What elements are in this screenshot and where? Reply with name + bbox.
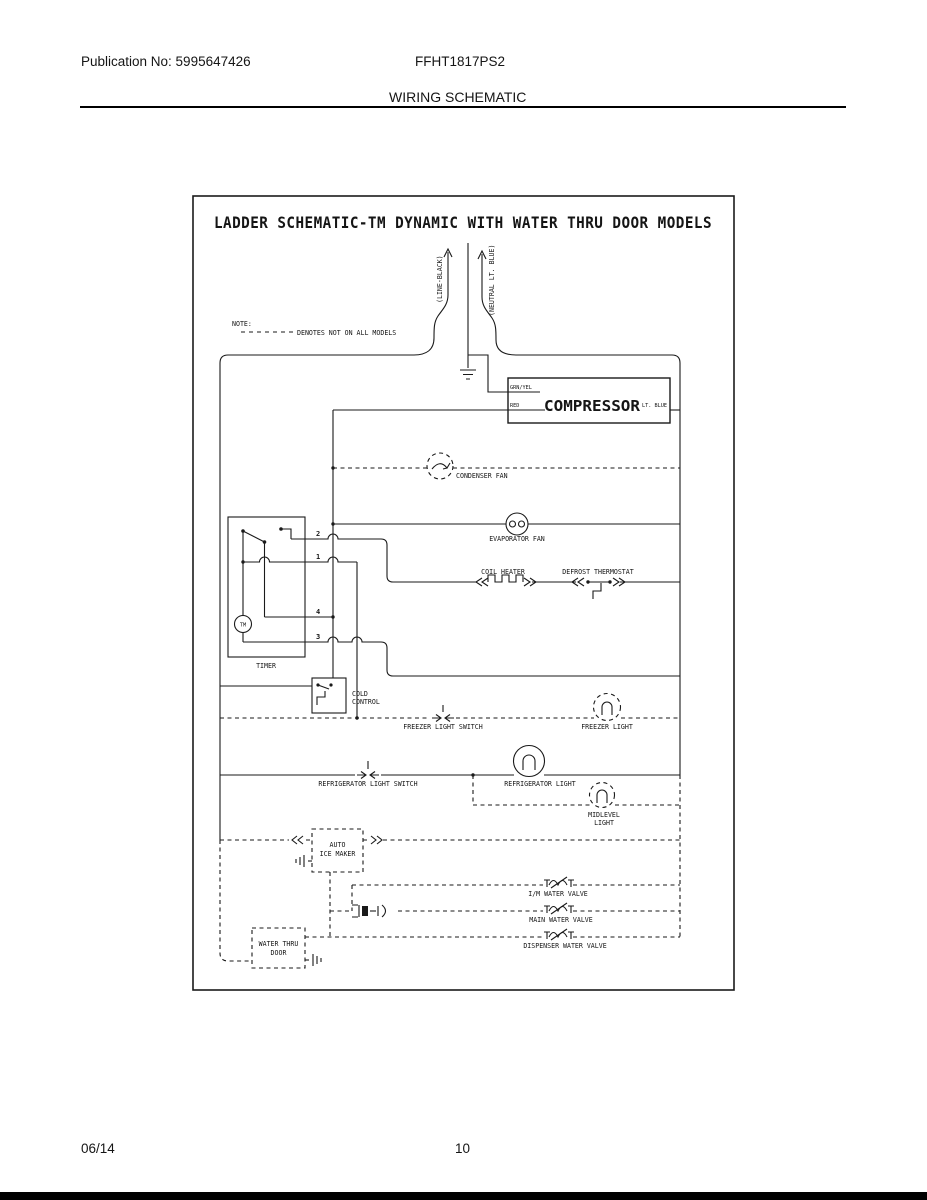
freezer-light-row: [220, 694, 680, 732]
footer-page-number: 10: [455, 1141, 471, 1156]
freezer-light-symbol: [594, 694, 621, 721]
connector-icon: [476, 578, 488, 586]
defrost-row: [393, 568, 680, 599]
footer-date: 06/14: [81, 1141, 115, 1156]
water-valve-symbol: [544, 877, 574, 888]
schematic-border: [193, 196, 734, 990]
water-valve-symbol: [544, 903, 574, 914]
connector-icon: [371, 836, 382, 844]
evaporator-fan-row: [333, 513, 680, 543]
im-water-valve-label: I/M WATER VALVE: [528, 890, 588, 898]
refrigerator-light-label: REFRIGERATOR LIGHT: [504, 780, 576, 788]
defrost-thermostat-label: DEFROST THERMOSTAT: [562, 568, 634, 576]
ice-maker-label-1: AUTO: [329, 841, 346, 849]
left-rail-dashed: [220, 840, 252, 961]
neutral-label: (NEUTRAL LT. BLUE): [488, 244, 496, 316]
freezer-light-switch-symbol: [432, 705, 454, 722]
condenser-fan-symbol: [427, 453, 453, 479]
water-thru-door-label-1: WATER THRU: [258, 940, 299, 948]
terminal-2-wire: [291, 534, 393, 582]
midlevel-light-label-2: LIGHT: [594, 819, 614, 827]
water-valve-symbol: [544, 929, 574, 940]
im-water-valve-row: [352, 877, 680, 911]
note-text: DENOTES NOT ON ALL MODELS: [297, 329, 397, 337]
terminal-3-label: 3: [316, 633, 321, 641]
midlevel-light-label-1: MIDLEVEL: [588, 811, 620, 819]
main-water-valve-label: MAIN WATER VALVE: [529, 916, 593, 924]
coil-heater-label: COIL HEATER: [481, 568, 525, 576]
schematic-title: LADDER SCHEMATIC-TM DYNAMIC WITH WATER THRU DOOR MODELS: [214, 213, 712, 232]
section-title: WIRING SCHEMATIC: [389, 89, 527, 105]
line-black-label: (LINE-BLACK): [436, 255, 444, 303]
model-number: FFHT1817PS2: [415, 54, 506, 69]
terminal-3-wire: [243, 637, 680, 676]
ice-maker-row: [220, 829, 680, 937]
connector-icon: [292, 836, 303, 844]
ice-maker-ground-symbol: [296, 855, 312, 867]
timer: [228, 517, 680, 720]
freezer-light-switch-label: FREEZER LIGHT SWITCH: [403, 723, 483, 731]
compressor-label: COMPRESSOR: [544, 397, 642, 415]
ground-symbol: [460, 370, 476, 379]
terminal-1-wire: [243, 557, 357, 562]
water-thru-door-ground-symbol: [305, 954, 321, 966]
harness-connector-symbol: [352, 905, 386, 917]
midlevel-light-symbol: [590, 783, 615, 808]
evaporator-fan-label: EVAPORATOR FAN: [489, 535, 545, 543]
condenser-fan-label: CONDENSER FAN: [456, 472, 508, 480]
cold-control-label-1: COLD: [352, 690, 368, 698]
coil-heater-symbol: [488, 575, 523, 582]
page-bottom-bar: [0, 1192, 927, 1200]
cold-control: [220, 678, 380, 713]
water-thru-door-box: [252, 928, 305, 968]
condenser-fan-row: [333, 453, 680, 480]
dispenser-water-valve-label: DISPENSER WATER VALVE: [523, 942, 607, 950]
line-black-wire: [220, 252, 448, 363]
terminal-1-label: 1: [316, 553, 321, 561]
freezer-light-label: FREEZER LIGHT: [581, 723, 633, 731]
power-entry-wires: [220, 243, 680, 392]
terminal-4-label: 4: [316, 608, 321, 616]
main-water-valve-row: [330, 903, 680, 924]
water-thru-door: [252, 928, 321, 968]
refrigerator-light-symbol: [514, 746, 545, 777]
note-label: NOTE:: [232, 320, 252, 328]
grn-yel-feed-wire: [468, 355, 508, 392]
red-label: RED: [510, 403, 520, 409]
note: [232, 320, 396, 337]
compressor: [333, 378, 680, 423]
refrigerator-light-switch-symbol: [357, 761, 379, 779]
refrigerator-light-row: [220, 746, 680, 789]
ice-maker-label-2: ICE MAKER: [319, 850, 356, 858]
publication-number: Publication No: 5995647426: [81, 54, 251, 69]
water-thru-door-label-2: DOOR: [270, 949, 287, 957]
dispenser-water-valve-row: [305, 929, 680, 950]
grn-yel-label: GRN/YEL: [510, 385, 532, 391]
neutral-wire: [482, 254, 680, 363]
defrost-thermostat-symbol: [593, 583, 601, 599]
timer-motor-label: TM: [239, 622, 247, 629]
refrigerator-light-switch-label: REFRIGERATOR LIGHT SWITCH: [318, 780, 418, 788]
lt-blue-label: LT. BLUE: [642, 403, 667, 409]
timer-label: TIMER: [256, 662, 276, 670]
cold-control-label-2: CONTROL: [352, 698, 380, 706]
terminal-2-label: 2: [316, 530, 321, 538]
